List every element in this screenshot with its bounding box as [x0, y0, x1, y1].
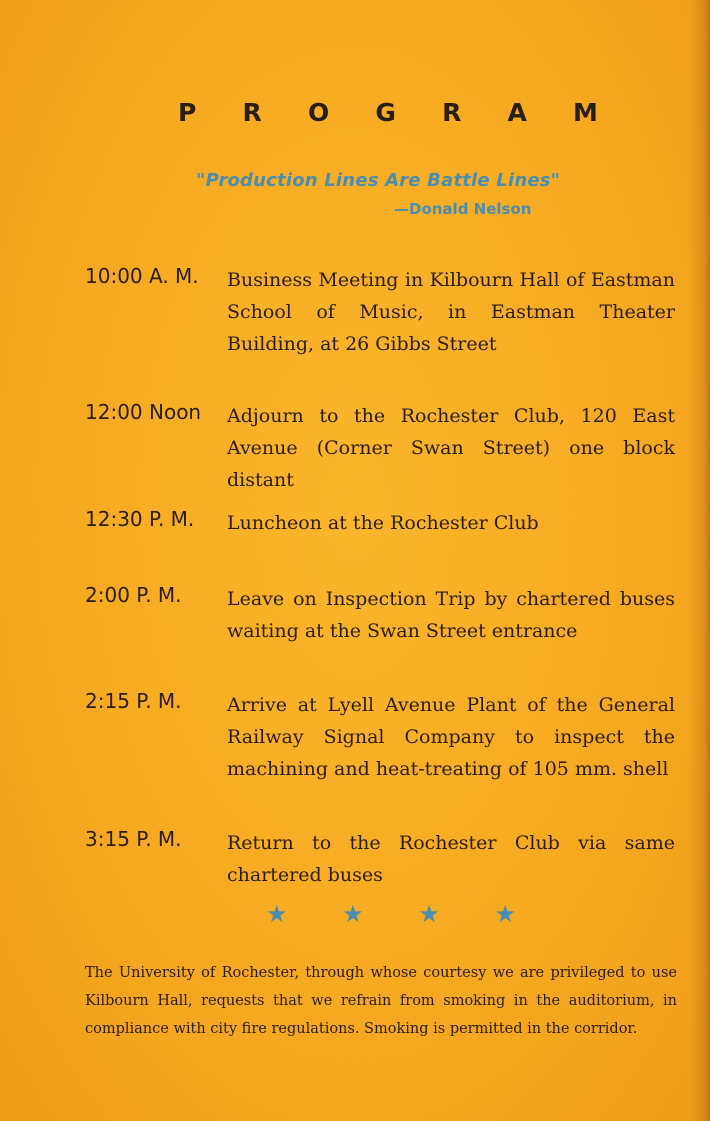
page-edge-shadow	[688, 0, 710, 1121]
star-icon: ★	[266, 900, 288, 928]
star-icon: ★	[494, 900, 516, 928]
schedule-time: 12:30 P. M.	[85, 507, 195, 531]
title-letter: M	[573, 98, 598, 127]
schedule-time: 2:00 P. M.	[85, 583, 182, 607]
title-letter: R	[242, 98, 262, 127]
motto-quote: "Production Lines Are Battle Lines"	[196, 170, 561, 191]
schedule-time: 12:00 Noon	[85, 400, 202, 424]
title-letter: P	[178, 98, 197, 127]
schedule-time: 3:15 P. M.	[85, 827, 182, 851]
title-letter: R	[442, 98, 462, 127]
schedule-description: Luncheon at the Rochester Club	[227, 512, 539, 534]
motto-author: —Donald Nelson	[394, 200, 532, 218]
schedule-description: Return to the Rochester Club via same chartered buses	[227, 832, 675, 886]
star-icon: ★	[342, 900, 364, 928]
schedule-description: Leave on Inspection Trip by chartered buses waiting at the Swan Street entrance	[227, 588, 675, 642]
smoking-notice: The University of Rochester, through whose courtesy we are privileged to use Kilbourn Hall, requests that we refrain from smoking in the auditorium, in compliance with city fire regulations. Smoking is permitted in the corridor.	[85, 964, 677, 1037]
schedule-description: Arrive at Lyell Avenue Plant of the General Railway Signal Company to inspect the machining and heat-treating of 105 mm. shell	[227, 694, 675, 780]
title-letter: G	[375, 98, 396, 127]
title-letter: A	[507, 98, 527, 127]
title-letter: O	[307, 98, 330, 127]
schedule-description: Business Meeting in Kilbourn Hall of Eastman School of Music, in Eastman Theater Building, at 26 Gibbs Street	[227, 269, 675, 355]
star-icon: ★	[418, 900, 440, 928]
schedule-description: Adjourn to the Rochester Club, 120 East Avenue (Corner Swan Street) one block distant	[227, 405, 675, 491]
schedule-time: 10:00 A. M.	[85, 264, 199, 288]
star-divider	[266, 900, 516, 928]
schedule-time: 2:15 P. M.	[85, 689, 182, 713]
page-title	[178, 98, 598, 127]
